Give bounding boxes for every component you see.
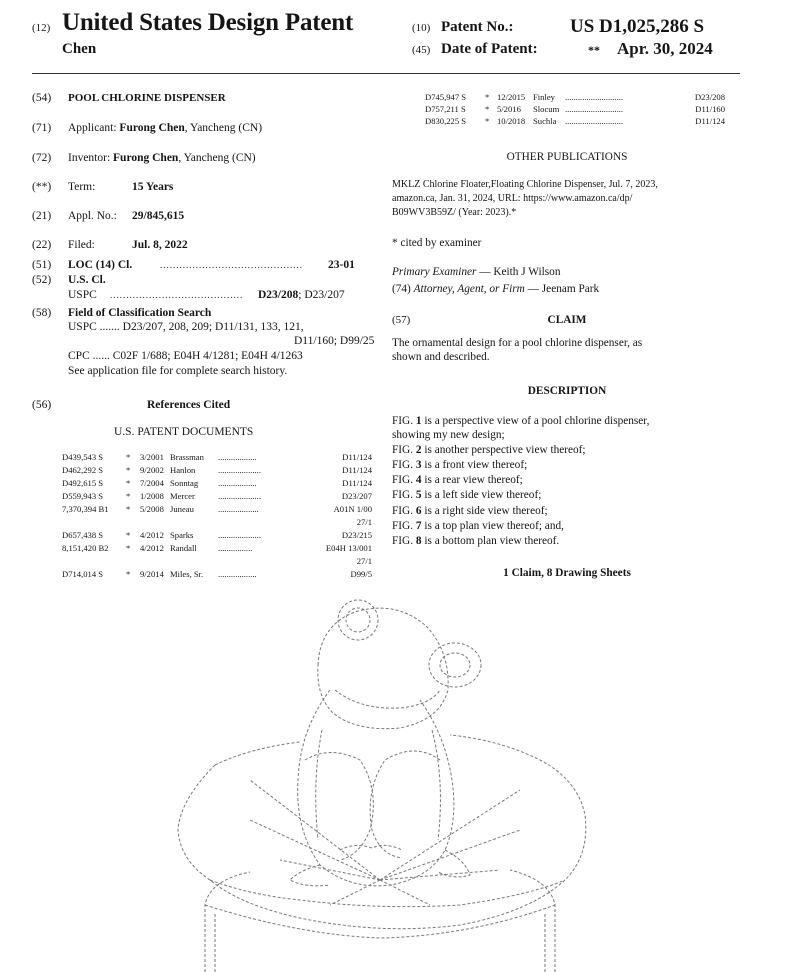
claim-head: CLAIM — [547, 314, 587, 326]
fig-desc: is another perspective view thereof; — [421, 444, 586, 456]
ref-number: 8,151,420 B2 — [62, 543, 109, 553]
ref-date: 9/2002 — [140, 465, 164, 475]
frog-head-outline — [318, 608, 448, 729]
ref-name: Juneau — [170, 504, 194, 514]
lily-pad-top-left — [215, 742, 300, 765]
primary-examiner-name: — Keith J Wilson — [476, 266, 561, 278]
frog-hands — [340, 845, 402, 850]
fig-label: FIG. — [392, 474, 414, 486]
ref-class-continuation: 27/1 — [356, 517, 372, 527]
code-45: (45) — [412, 44, 431, 56]
attorney-code: (74) — [392, 283, 411, 295]
term-label: Term: — [68, 181, 96, 193]
search-cpc: CPC ...... C02F 1/688; E04H 4/1281; E04H 4/1263 — [68, 350, 303, 362]
attorney-label: Attorney, Agent, or Firm — [413, 283, 525, 295]
fig-label: FIG. — [392, 459, 414, 471]
search-field-label: Field of Classification Search — [68, 307, 212, 319]
field-code: (56) — [32, 399, 52, 411]
ref-leader: ........................... — [565, 92, 624, 102]
ref-star: * — [485, 104, 490, 114]
ref-leader: ................... — [218, 504, 259, 514]
fig-number: 3 — [415, 459, 422, 471]
ref-name: Suchla — [533, 116, 557, 126]
ref-class: A01N 1/00 — [333, 504, 372, 514]
field-code: (54) — [32, 92, 52, 104]
ref-class: D11/160 — [695, 104, 725, 114]
lily-pad-veins — [250, 780, 520, 905]
frog-right-pupil — [440, 653, 470, 677]
ref-number: D439,543 S — [62, 452, 104, 462]
fig-number: 2 — [415, 444, 422, 456]
ref-star: * — [126, 478, 131, 488]
appl-no-value: 29/845,615 — [132, 210, 185, 222]
fig-desc: is a rear view thereof; — [421, 474, 523, 486]
other-publications-head: OTHER PUBLICATIONS — [506, 151, 628, 163]
claims-sheets-summary: 1 Claim, 8 Drawing Sheets — [503, 567, 631, 579]
ref-date: 9/2014 — [140, 569, 164, 579]
ref-date: 7/2004 — [140, 478, 164, 488]
fig-number: 4 — [415, 474, 422, 486]
fig-label: FIG. — [392, 520, 414, 532]
date-label: Date of Patent: — [441, 41, 538, 57]
ref-date: 12/2015 — [497, 92, 526, 102]
frog-right-eye — [429, 643, 481, 687]
description-head: DESCRIPTION — [527, 385, 607, 397]
ref-number: D714,014 S — [62, 569, 104, 579]
ref-date: 5/2016 — [497, 104, 521, 114]
fig-number: 6 — [415, 505, 422, 517]
appl-no-label: Appl. No.: — [68, 210, 117, 222]
ref-date: 4/2012 — [140, 543, 164, 553]
ref-class-continuation: 27/1 — [356, 556, 372, 566]
search-uspc: USPC ....... D23/207, 208, 209; D11/131, 133, 121, — [68, 321, 304, 333]
patent-type-title: United States Design Patent — [62, 9, 354, 36]
ref-number: D657,438 S — [62, 530, 104, 540]
ref-leader: .................... — [218, 465, 261, 475]
term-value: 15 Years — [132, 181, 174, 193]
ref-number: 7,370,394 B1 — [62, 504, 109, 514]
frog-right-arm — [370, 751, 440, 858]
references-cited-head: References Cited — [147, 399, 231, 411]
ref-class: E04H 13/001 — [325, 543, 372, 553]
ref-leader: ........................... — [565, 116, 624, 126]
ref-leader: .................. — [218, 569, 257, 579]
ref-star: * — [126, 504, 131, 514]
design-title: POOL CHLORINE DISPENSER — [68, 92, 226, 104]
field-code: (22) — [32, 239, 52, 251]
fig-label: FIG. — [392, 505, 414, 517]
ref-star: * — [126, 569, 131, 579]
ref-name: Miles, Sr. — [170, 569, 204, 579]
ref-number: D559,943 S — [62, 491, 104, 501]
ref-name: Sparks — [170, 530, 194, 540]
ref-star: * — [126, 452, 131, 462]
ref-class: D11/124 — [342, 465, 372, 475]
applicant-label: Applicant: — [68, 122, 117, 134]
ref-star: * — [126, 491, 131, 501]
ref-star: * — [485, 92, 490, 102]
lily-pad-outline — [178, 735, 586, 929]
fig-number: 1 — [415, 415, 422, 427]
fig-label: FIG. — [392, 444, 414, 456]
ref-class: D23/207 — [341, 491, 372, 501]
frog-left-eye — [338, 600, 378, 640]
claim-line-2: shown and described. — [392, 351, 490, 363]
ref-class: D23/215 — [341, 530, 372, 540]
ref-date: 4/2012 — [140, 530, 164, 540]
loc-label: LOC (14) Cl. — [68, 259, 133, 271]
ref-star: * — [126, 543, 131, 553]
fig-label: FIG. — [392, 489, 414, 501]
ref-leader: .................... — [218, 491, 261, 501]
fig-desc: is a top plan view thereof; and, — [421, 520, 564, 532]
us-cl-label: U.S. Cl. — [68, 274, 106, 286]
ref-leader: .................... — [218, 530, 261, 540]
code-12: (12) — [32, 22, 51, 34]
frog-body-texture — [316, 730, 441, 840]
code-10: (10) — [412, 22, 431, 34]
base-right-edge — [510, 870, 555, 972]
ref-leader: ........................... — [565, 104, 624, 114]
filed-value: Jul. 8, 2022 — [132, 239, 188, 251]
applicant-name: Furong Chen — [119, 122, 185, 134]
ref-name: Sonntag — [170, 478, 199, 488]
fig-desc: is a bottom plan view thereof. — [421, 535, 560, 547]
fig-label: FIG. — [392, 535, 414, 547]
ref-date: 5/2008 — [140, 504, 164, 514]
fig-number: 8 — [415, 535, 422, 547]
field-code: (58) — [32, 307, 52, 319]
attorney-name: — Jeenam Park — [524, 283, 600, 295]
other-pub-line-1: MKLZ Chlorine Floater,Floating Chlorine Dispenser, Jul. 7, 2023, — [392, 179, 658, 190]
ref-name: Hanlon — [170, 465, 196, 475]
other-pub-line-2: amazon.ca, Jan. 31, 2024, URL: https://www.amazon.ca/dp/ — [392, 193, 633, 204]
ref-date: 10/2018 — [497, 116, 526, 126]
lily-pad-rim — [210, 880, 565, 907]
uspc-main: D23/208 — [258, 289, 299, 301]
filed-label: Filed: — [68, 239, 95, 251]
inventor-name: Furong Chen — [113, 152, 179, 164]
loc-value: 23-01 — [328, 259, 355, 271]
base-top-rim — [205, 905, 555, 938]
ref-leader: .................. — [218, 478, 257, 488]
patent-no-label: Patent No.: — [441, 19, 514, 35]
fig-desc: is a right side view thereof; — [421, 505, 548, 517]
cited-by-examiner: * cited by examiner — [392, 237, 482, 249]
fig-number: 7 — [415, 520, 422, 532]
claim-line-1: The ornamental design for a pool chlorine dispenser, as — [392, 337, 643, 349]
ref-class: D23/208 — [694, 92, 725, 102]
date-mark: ** — [588, 43, 600, 57]
patent-date: Apr. 30, 2024 — [617, 39, 713, 58]
uspc-leader: ......................................... — [110, 290, 244, 300]
fig-1-line-cont: showing my new design; — [392, 429, 505, 441]
applicant-place: , Yancheng (CN) — [184, 122, 263, 134]
field-code: (71) — [32, 122, 52, 134]
field-code: (72) — [32, 152, 52, 164]
inventor-surname: Chen — [62, 41, 97, 57]
ref-leader: ................ — [218, 543, 253, 553]
uspc-label: USPC — [68, 289, 97, 301]
ref-class: D11/124 — [342, 478, 372, 488]
ref-date: 1/2008 — [140, 491, 164, 501]
inventor-place: , Yancheng (CN) — [178, 152, 256, 164]
ref-number: D745,947 S — [425, 92, 467, 102]
primary-examiner-label: Primary Examiner — [392, 266, 477, 278]
us-patent-docs-head: U.S. PATENT DOCUMENTS — [114, 426, 254, 438]
search-uspc-cont: D11/160; D99/25 — [294, 335, 375, 347]
fig-label: FIG. — [392, 415, 414, 427]
field-code: (21) — [32, 210, 52, 222]
other-pub-line-3: B09WV3B59Z/ (Year: 2023).* — [392, 207, 517, 218]
base-left-edge — [205, 872, 250, 972]
claim-code: (57) — [392, 314, 411, 326]
field-code: (**) — [32, 181, 52, 193]
fig-desc: is a left side view thereof; — [421, 489, 542, 501]
frog-left-arm — [305, 753, 373, 861]
ref-class: D11/124 — [695, 116, 725, 126]
ref-number: D492,615 S — [62, 478, 104, 488]
ref-date: 3/2001 — [140, 452, 164, 462]
ref-name: Mercer — [170, 491, 195, 501]
ref-class: D11/124 — [342, 452, 372, 462]
uspc-rest: ; D23/207 — [298, 289, 345, 301]
inventor-label: Inventor: — [68, 152, 111, 164]
drawing-linework — [178, 600, 586, 972]
ref-star: * — [126, 530, 131, 540]
ref-star: * — [485, 116, 490, 126]
search-note: See application file for complete search history. — [68, 365, 288, 377]
fig-desc: is a perspective view of a pool chlorine dispenser, — [421, 415, 650, 427]
ref-star: * — [126, 465, 131, 475]
field-code: (51) — [32, 259, 52, 271]
loc-leader: ............................................ — [160, 260, 303, 270]
ref-name: Randall — [170, 543, 197, 553]
patent-number: US D1,025,286 S — [570, 16, 705, 37]
ref-number: D830,225 S — [425, 116, 467, 126]
ref-name: Slocum — [533, 104, 560, 114]
frog-body-outline — [298, 690, 454, 886]
ref-name: Finley — [533, 92, 555, 102]
ref-number: D757,211 S — [425, 104, 466, 114]
ref-number: D462,292 S — [62, 465, 104, 475]
ref-class: D99/5 — [350, 569, 372, 579]
ref-leader: .................. — [218, 452, 257, 462]
field-code: (52) — [32, 274, 52, 286]
fig-desc: is a front view thereof; — [421, 459, 528, 471]
ref-name: Brassman — [170, 452, 204, 462]
fig-number: 5 — [415, 489, 422, 501]
